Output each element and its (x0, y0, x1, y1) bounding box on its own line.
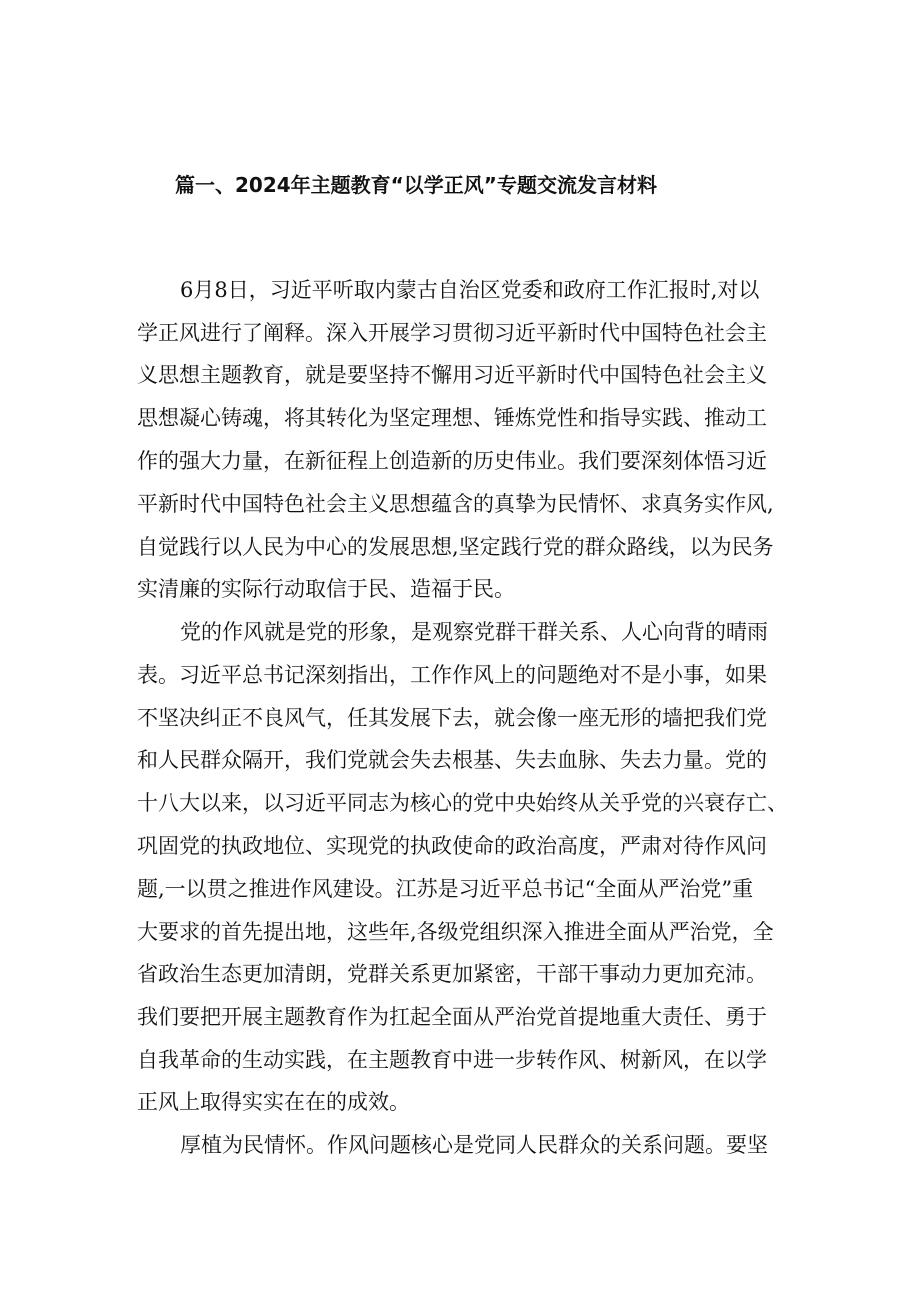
text-line: 正风上取得实实在在的成效。 (137, 1090, 410, 1114)
text-line: 6月8日，习近平听取内蒙古自治区党委和政府工作汇报时,对以 (180, 278, 760, 302)
text-line: 题,一以贯之推进作风建设。江苏是习近平总书记“全面从严治党”重 (137, 877, 754, 901)
text-line: 党的作风就是党的形象，是观察党群干群关系、人心向背的晴雨 (180, 620, 768, 644)
text-line: 和人民群众隔开，我们党就会失去根基、失去血脉、失去力量。党的 (137, 748, 767, 772)
text-line: 自我革命的生动实践，在主题教育中进一步转作风、树新风，在以学 (137, 1048, 767, 1072)
text-line: 义思想主题教育，就是要坚持不懈用习近平新时代中国特色社会主义 (137, 363, 767, 387)
text-line: 作的强大力量，在新征程上创造新的历史伟业。我们要深刻体悟习近 (137, 449, 767, 473)
text-line: 十八大以来，以习近平同志为核心的党中央始终从关乎党的兴衰存亡、 (137, 791, 788, 815)
text-line: 自觉践行以人民为中心的发展思想,坚定践行党的群众路线，以为民务 (137, 535, 774, 559)
text-line: 省政治生态更加清朗，党群关系更加紧密，干部干事动力更加充沛。 (137, 962, 767, 986)
text-line: 平新时代中国特色社会主义思想蕴含的真挚为民情怀、求真务实作风, (137, 492, 774, 516)
text-line: 大要求的首先提出地，这些年,各级党组织深入推进全面从严治党，全 (137, 920, 774, 944)
text-line: 学正风进行了阐释。深入开展学习贯彻习近平新时代中国特色社会主 (137, 321, 767, 345)
text-line: 实清廉的实际行动取信于民、造福于民。 (137, 577, 515, 601)
text-line: 表。习近平总书记深刻指出，工作作风上的问题绝对不是小事，如果 (137, 663, 767, 687)
text-line: 思想凝心铸魂，将其转化为坚定理想、锤炼党性和指导实践、推动工 (137, 406, 767, 430)
text-line: 厚植为民情怀。作风问题核心是党同人民群众的关系问题。要坚 (180, 1133, 768, 1157)
text-line: 不坚决纠正不良风气，任其发展下去，就会像一座无形的墙把我们党 (137, 706, 767, 730)
document-title: 篇一、2024年主题教育“以学正风”专题交流发言材料 (175, 173, 657, 197)
text-line: 我们要把开展主题教育作为扛起全面从严治党首提地重大责任、勇于 (137, 1005, 767, 1029)
text-line: 巩固党的执政地位、实现党的执政使命的政治高度，严肃对待作风问 (137, 834, 767, 858)
